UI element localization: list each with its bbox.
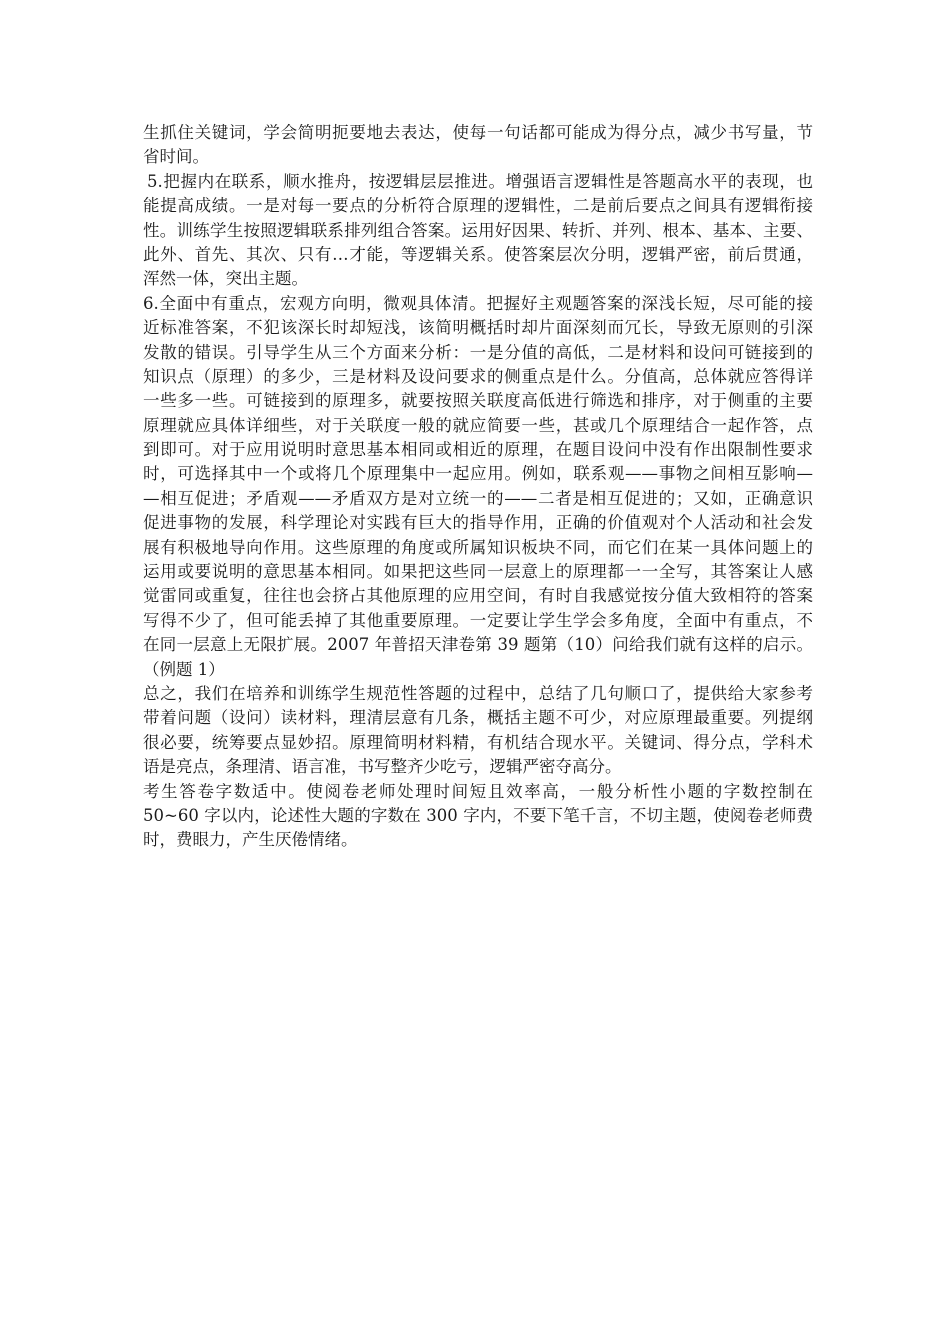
text-line: 很必要，统筹要点显妙招。原理简明材料精，有机结合现水平。关键词、得分点，学科术 bbox=[143, 732, 813, 752]
text-line: 发散的错误。引导学生从三个方面来分析：一是分值的高低，二是材料和设问可链接到的 bbox=[143, 342, 813, 362]
text-line: —相互促进；矛盾观——矛盾双方是对立统一的——二者是相互促进的；又如，正确意识 bbox=[143, 488, 813, 508]
text-line: 近标准答案，不犯该深长时却短浅，该简明概括时却片面深刻而冗长，导致无原则的引深 bbox=[143, 318, 813, 338]
text-line: 运用或要说明的意思基本相同。如果把这些同一层意上的原理都一一全写，其答案让人感 bbox=[143, 562, 813, 582]
text-line: 50~60 字以内，论述性大题的字数在 300 字内，不要下笔千言，不切主题，使阅卷老师费 bbox=[143, 805, 813, 825]
text-line: 语是亮点，条理清、语言准，书写整齐少吃亏，逻辑严密夺高分。 bbox=[143, 757, 622, 777]
text-line: 知识点（原理）的多少，三是材料及设问要求的侧重点是什么。分值高，总体就应答得详 bbox=[143, 366, 813, 386]
text-line: 浑然一体，突出主题。 bbox=[143, 269, 308, 289]
text-line: 写得不少了，但可能丢掉了其他重要原理。一定要让学生学会多角度，全面中有重点，不 bbox=[143, 610, 813, 630]
text-line: 考生答卷字数适中。使阅卷老师处理时间短且效率高，一般分析性小题的字数控制在 bbox=[143, 781, 813, 801]
text-line: 能提高成绩。一是对每一要点的分析符合原理的逻辑性，二是前后要点之间具有逻辑衔接 bbox=[143, 196, 813, 216]
text-line: 带着问题（设问）读材料，理清层意有几条，概括主题不可少，对应原理最重要。列提纲 bbox=[143, 708, 813, 728]
text-line: 到即可。对于应用说明时意思基本相同或相近的原理，在题目设问中没有作出限制性要求 bbox=[143, 440, 813, 460]
text-line: 展有积极地导向作用。这些原理的角度或所属知识板块不同，而它们在某一具体问题上的 bbox=[143, 537, 813, 557]
text-line: 时，费眼力，产生厌倦情绪。 bbox=[143, 830, 358, 850]
text-line: 总之，我们在培养和训练学生规范性答题的过程中，总结了几句顺口了，提供给大家参考 bbox=[143, 683, 813, 703]
text-line: 原理就应具体详细些，对于关联度一般的就应简要一些，甚或几个原理结合一起作答，点 bbox=[143, 415, 813, 435]
text-line: 觉雷同或重复，往往也会挤占其他原理的应用空间，有时自我感觉按分值大致相符的答案 bbox=[143, 586, 813, 606]
text-line: 6.全面中有重点，宏观方向明，微观具体清。把握好主观题答案的深浅长短，尽可能的接 bbox=[143, 293, 813, 313]
text-line: 在同一层意上无限扩展。2007 年普招天津卷第 39 题第（10）问给我们就有这样的启示。 bbox=[143, 635, 813, 655]
text-line: 性。训练学生按照逻辑联系排列组合答案。运用好因果、转折、并列、根本、基本、主要、 bbox=[143, 220, 813, 240]
text-line: 生抓住关键词，学会简明扼要地去表达，使每一句话都可能成为得分点，减少书写量，节 bbox=[143, 123, 813, 142]
text-line: 促进事物的发展，科学理论对实践有巨大的指导作用，正确的价值观对个人活动和社会发 bbox=[143, 513, 813, 533]
document-body bbox=[143, 121, 813, 853]
text-line: 一些多一些。可链接到的原理多，就要按照关联度高低进行筛选和排序，对于侧重的主要 bbox=[143, 391, 813, 411]
text-line: 5.把握内在联系，顺水推舟，按逻辑层层推进。增强语言逻辑性是答题高水平的表现，也 bbox=[147, 171, 813, 191]
text-line: 省时间。 bbox=[143, 147, 209, 167]
text-line: （例题 1） bbox=[143, 659, 225, 679]
text-line: 此外、首先、其次、只有…才能，等逻辑关系。使答案层次分明，逻辑严密，前后贯通， bbox=[143, 244, 813, 264]
text-line: 时，可选择其中一个或将几个原理集中一起应用。例如，联系观——事物之间相互影响— bbox=[143, 464, 813, 484]
